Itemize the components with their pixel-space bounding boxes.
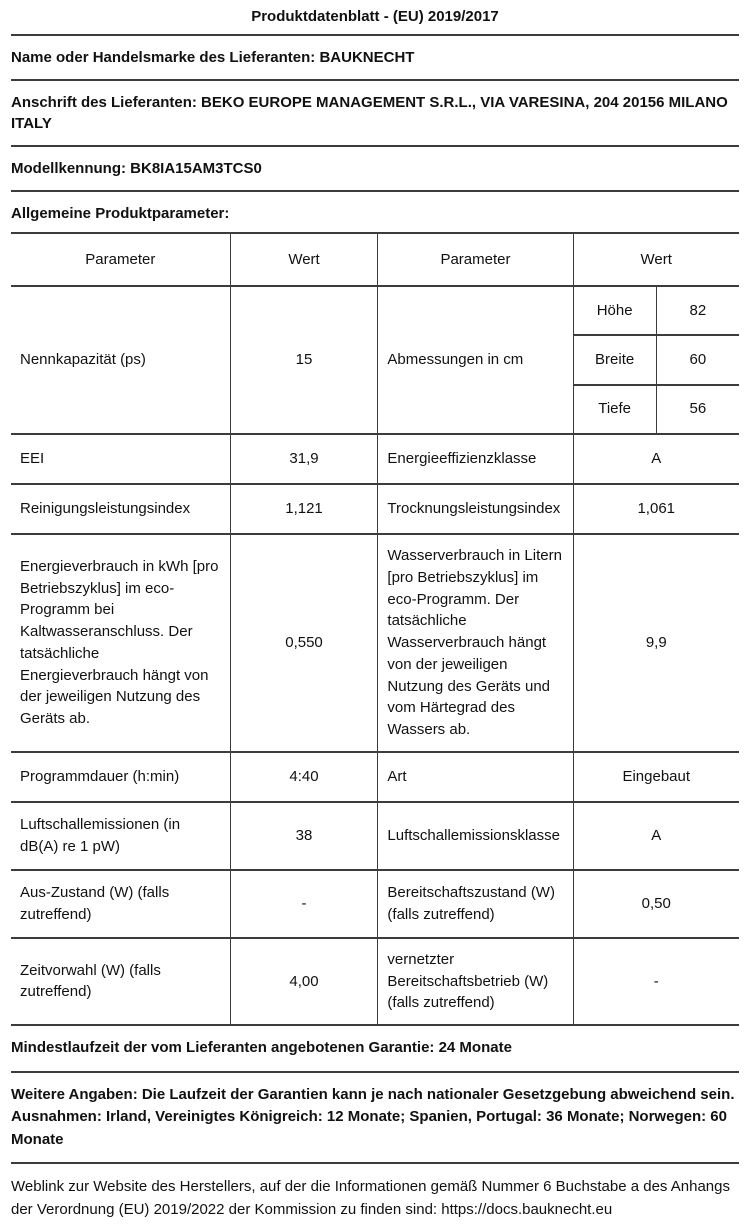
param-label: vernetzter Bereitschaftsbetrieb (W) (falls zutreffend) <box>378 938 573 1025</box>
table-row-leistungsindex <box>11 484 739 534</box>
param-nennkapazitaet: Nennkapazität (ps) <box>11 286 230 434</box>
param-abmessungen: Abmessungen in cm <box>378 286 573 434</box>
header-wert-left: Wert <box>230 233 378 286</box>
param-label: Zeitvorwahl (W) (falls zutreffend) <box>11 938 230 1025</box>
param-label: Aus-Zustand (W) (falls zutreffend) <box>11 870 230 938</box>
table-row-capacity <box>11 286 739 434</box>
table-row-luftschall <box>11 802 739 870</box>
header-wert-right: Wert <box>573 233 739 286</box>
param-value: A <box>573 434 739 484</box>
dimension-value: 82 <box>689 301 707 319</box>
param-value: Eingebaut <box>573 752 739 802</box>
param-label: Art <box>378 752 573 802</box>
param-value: 31,9 <box>230 434 378 484</box>
dimension-row-tiefe <box>574 386 740 433</box>
dimensions-subtable <box>573 286 739 434</box>
param-value: A <box>573 802 739 870</box>
dimension-row-breite <box>574 336 740 385</box>
param-label: Programmdauer (h:min) <box>11 752 230 802</box>
dimension-value: 60 <box>689 351 707 369</box>
supplier-address-line: Anschrift des Lieferanten: BEKO EUROPE MANAGEMENT S.R.L., VIA VARESINA, 204 20156 MILANO ITALY <box>11 81 739 147</box>
param-value: - <box>230 870 378 938</box>
dimension-row-hoehe <box>574 287 740 336</box>
param-label: Energieeffizienzklasse <box>378 434 573 484</box>
table-row-eei <box>11 434 739 484</box>
param-value: 0,50 <box>573 870 739 938</box>
param-label: EEI <box>11 434 230 484</box>
supplier-name-line: Name oder Handelsmarke des Lieferanten: BAUKNECHT <box>11 36 739 81</box>
dimensions-wrap <box>574 287 740 433</box>
general-parameters-heading: Allgemeine Produktparameter: <box>11 205 230 222</box>
param-value: 38 <box>230 802 378 870</box>
dimension-value: 56 <box>689 400 707 418</box>
model-identifier-line: Modellkennung: BK8IA15AM3TCS0 <box>11 147 739 192</box>
param-value: 9,9 <box>573 534 739 752</box>
header-parameter-right: Parameter <box>378 233 573 286</box>
param-label: Trocknungsleistungsindex <box>378 484 573 534</box>
param-label: Luftschallemissionen (in dB(A) re 1 pW) <box>11 802 230 870</box>
param-value: 1,121 <box>230 484 378 534</box>
weblink-line: Weblink zur Website des Herstellers, auf der die Informationen gemäß Nummer 6 Buchstabe a des Anhangs der Verordnung (EU) 2019/2022 der Kommission zu finden sind: https://docs.bauknecht.eu <box>11 1178 730 1218</box>
value-nennkapazitaet: 15 <box>230 286 378 434</box>
param-value: 1,061 <box>573 484 739 534</box>
header-parameter-left: Parameter <box>11 233 230 286</box>
param-value: 4,00 <box>230 938 378 1025</box>
dimension-label: Höhe <box>574 287 657 334</box>
param-value: 4:40 <box>230 752 378 802</box>
param-label: Reinigungsleistungsindex <box>11 484 230 534</box>
param-label: Energieverbrauch in kWh [pro Betriebszyklus] im eco-Programm bei Kaltwasseranschluss. Der tatsächliche Energieverbrauch hängt von der jeweiligen Nutzung des Geräts ab. <box>11 534 230 752</box>
warranty-line: Mindestlaufzeit der vom Lieferanten angebotenen Garantie: 24 Monate <box>11 1026 739 1073</box>
page-title: Produktdatenblatt - (EU) 2019/2017 <box>11 0 739 36</box>
additional-info-line: Weitere Angaben: Die Laufzeit der Garantien kann je nach nationaler Gesetzgebung abweichend sein. Ausnahmen: Irland, Vereinigtes Königreich: 12 Monate; Spanien, Portugal: 36 Monate; Norwegen: 60 Monate <box>11 1073 739 1165</box>
param-value: - <box>573 938 739 1025</box>
table-row-verbrauch <box>11 534 739 752</box>
param-label: Luftschallemissionsklasse <box>378 802 573 870</box>
table-row-programmdauer <box>11 752 739 802</box>
param-label: Wasserverbrauch in Litern [pro Betriebszyklus] im eco-Programm. Der tatsächliche Wasserverbrauch hängt von der jeweiligen Nutzung des Geräts und vom Härtegrad des Wassers ab. <box>378 534 573 752</box>
param-label: Bereitschaftszustand (W) (falls zutreffend) <box>378 870 573 938</box>
product-parameters-table <box>11 232 739 1026</box>
table-header-row <box>11 233 739 286</box>
dimension-label: Breite <box>574 336 657 383</box>
param-value: 0,550 <box>230 534 378 752</box>
dimension-label: Tiefe <box>574 386 657 433</box>
table-row-zeitvorwahl <box>11 938 739 1025</box>
table-row-auszustand <box>11 870 739 938</box>
